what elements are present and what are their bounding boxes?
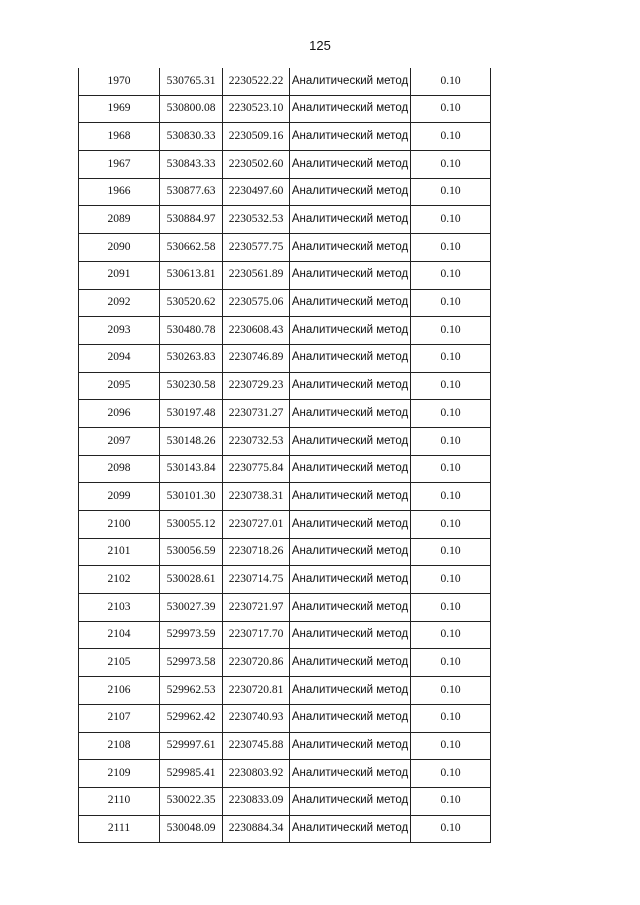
table-row — [79, 95, 491, 123]
method-cell: Аналитический метод — [290, 151, 411, 179]
x-coordinate-cell: 530048.09 — [160, 815, 223, 843]
y-coordinate-cell: 2230523.10 — [223, 95, 290, 123]
x-coordinate-cell: 529985.41 — [160, 760, 223, 788]
y-coordinate-cell: 2230775.84 — [223, 455, 290, 483]
x-coordinate-cell: 530520.62 — [160, 289, 223, 317]
method-cell: Аналитический метод — [290, 427, 411, 455]
point-number-cell: 2097 — [79, 427, 160, 455]
method-cell: Аналитический метод — [290, 289, 411, 317]
y-coordinate-cell: 2230502.60 — [223, 151, 290, 179]
point-number-cell: 2108 — [79, 732, 160, 760]
x-coordinate-cell: 530148.26 — [160, 427, 223, 455]
table-row — [79, 400, 491, 428]
coordinates-table — [78, 68, 491, 843]
accuracy-cell: 0.10 — [411, 95, 491, 123]
table-row — [79, 317, 491, 345]
x-coordinate-cell: 530877.63 — [160, 178, 223, 206]
accuracy-cell: 0.10 — [411, 344, 491, 372]
x-coordinate-cell: 530028.61 — [160, 566, 223, 594]
accuracy-cell: 0.10 — [411, 151, 491, 179]
accuracy-cell: 0.10 — [411, 760, 491, 788]
y-coordinate-cell: 2230731.27 — [223, 400, 290, 428]
table-row — [79, 621, 491, 649]
accuracy-cell: 0.10 — [411, 206, 491, 234]
accuracy-cell: 0.10 — [411, 732, 491, 760]
method-cell: Аналитический метод — [290, 206, 411, 234]
method-cell: Аналитический метод — [290, 261, 411, 289]
point-number-cell: 2091 — [79, 261, 160, 289]
method-cell: Аналитический метод — [290, 732, 411, 760]
y-coordinate-cell: 2230509.16 — [223, 123, 290, 151]
method-cell: Аналитический метод — [290, 594, 411, 622]
x-coordinate-cell: 530230.58 — [160, 372, 223, 400]
y-coordinate-cell: 2230532.53 — [223, 206, 290, 234]
accuracy-cell: 0.10 — [411, 234, 491, 262]
y-coordinate-cell: 2230608.43 — [223, 317, 290, 345]
y-coordinate-cell: 2230575.06 — [223, 289, 290, 317]
accuracy-cell: 0.10 — [411, 815, 491, 843]
y-coordinate-cell: 2230803.92 — [223, 760, 290, 788]
accuracy-cell: 0.10 — [411, 621, 491, 649]
y-coordinate-cell: 2230717.70 — [223, 621, 290, 649]
table-row — [79, 151, 491, 179]
accuracy-cell: 0.10 — [411, 372, 491, 400]
method-cell: Аналитический метод — [290, 317, 411, 345]
accuracy-cell: 0.10 — [411, 566, 491, 594]
x-coordinate-cell: 530480.78 — [160, 317, 223, 345]
table-row — [79, 427, 491, 455]
x-coordinate-cell: 529973.58 — [160, 649, 223, 677]
x-coordinate-cell: 530843.33 — [160, 151, 223, 179]
table-row — [79, 289, 491, 317]
method-cell: Аналитический метод — [290, 400, 411, 428]
table-row — [79, 68, 491, 95]
method-cell: Аналитический метод — [290, 649, 411, 677]
point-number-cell: 1967 — [79, 151, 160, 179]
accuracy-cell: 0.10 — [411, 483, 491, 511]
table-row — [79, 787, 491, 815]
coordinates-table-body — [79, 68, 491, 843]
table-row — [79, 372, 491, 400]
point-number-cell: 2092 — [79, 289, 160, 317]
table-row — [79, 566, 491, 594]
point-number-cell: 1969 — [79, 95, 160, 123]
table-row — [79, 234, 491, 262]
method-cell: Аналитический метод — [290, 704, 411, 732]
y-coordinate-cell: 2230746.89 — [223, 344, 290, 372]
x-coordinate-cell: 530830.33 — [160, 123, 223, 151]
accuracy-cell: 0.10 — [411, 427, 491, 455]
point-number-cell: 2096 — [79, 400, 160, 428]
point-number-cell: 2102 — [79, 566, 160, 594]
accuracy-cell: 0.10 — [411, 787, 491, 815]
x-coordinate-cell: 530613.81 — [160, 261, 223, 289]
x-coordinate-cell: 530055.12 — [160, 511, 223, 539]
table-row — [79, 455, 491, 483]
point-number-cell: 2110 — [79, 787, 160, 815]
accuracy-cell: 0.10 — [411, 123, 491, 151]
method-cell: Аналитический метод — [290, 760, 411, 788]
x-coordinate-cell: 530263.83 — [160, 344, 223, 372]
y-coordinate-cell: 2230732.53 — [223, 427, 290, 455]
x-coordinate-cell: 530662.58 — [160, 234, 223, 262]
x-coordinate-cell: 530197.48 — [160, 400, 223, 428]
method-cell: Аналитический метод — [290, 455, 411, 483]
x-coordinate-cell: 529962.53 — [160, 677, 223, 705]
table-row — [79, 511, 491, 539]
table-row — [79, 649, 491, 677]
point-number-cell: 2107 — [79, 704, 160, 732]
table-row — [79, 594, 491, 622]
point-number-cell: 2090 — [79, 234, 160, 262]
x-coordinate-cell: 530800.08 — [160, 95, 223, 123]
x-coordinate-cell: 529962.42 — [160, 704, 223, 732]
point-number-cell: 2094 — [79, 344, 160, 372]
method-cell: Аналитический метод — [290, 372, 411, 400]
y-coordinate-cell: 2230714.75 — [223, 566, 290, 594]
table-row — [79, 344, 491, 372]
y-coordinate-cell: 2230720.81 — [223, 677, 290, 705]
method-cell: Аналитический метод — [290, 815, 411, 843]
accuracy-cell: 0.10 — [411, 538, 491, 566]
point-number-cell: 2095 — [79, 372, 160, 400]
x-coordinate-cell: 529997.61 — [160, 732, 223, 760]
accuracy-cell: 0.10 — [411, 594, 491, 622]
x-coordinate-cell: 530027.39 — [160, 594, 223, 622]
point-number-cell: 2101 — [79, 538, 160, 566]
accuracy-cell: 0.10 — [411, 261, 491, 289]
x-coordinate-cell: 530056.59 — [160, 538, 223, 566]
x-coordinate-cell: 530884.97 — [160, 206, 223, 234]
accuracy-cell: 0.10 — [411, 649, 491, 677]
point-number-cell: 2103 — [79, 594, 160, 622]
y-coordinate-cell: 2230884.34 — [223, 815, 290, 843]
point-number-cell: 2099 — [79, 483, 160, 511]
point-number-cell: 2106 — [79, 677, 160, 705]
point-number-cell: 2111 — [79, 815, 160, 843]
point-number-cell: 2105 — [79, 649, 160, 677]
table-row — [79, 123, 491, 151]
method-cell: Аналитический метод — [290, 344, 411, 372]
method-cell: Аналитический метод — [290, 621, 411, 649]
method-cell: Аналитический метод — [290, 677, 411, 705]
method-cell: Аналитический метод — [290, 538, 411, 566]
y-coordinate-cell: 2230738.31 — [223, 483, 290, 511]
accuracy-cell: 0.10 — [411, 317, 491, 345]
point-number-cell: 2104 — [79, 621, 160, 649]
method-cell: Аналитический метод — [290, 787, 411, 815]
y-coordinate-cell: 2230721.97 — [223, 594, 290, 622]
method-cell: Аналитический метод — [290, 95, 411, 123]
accuracy-cell: 0.10 — [411, 289, 491, 317]
table-row — [79, 677, 491, 705]
table-row — [79, 704, 491, 732]
point-number-cell: 2098 — [79, 455, 160, 483]
method-cell: Аналитический метод — [290, 123, 411, 151]
y-coordinate-cell: 2230577.75 — [223, 234, 290, 262]
y-coordinate-cell: 2230720.86 — [223, 649, 290, 677]
x-coordinate-cell: 530022.35 — [160, 787, 223, 815]
method-cell: Аналитический метод — [290, 178, 411, 206]
table-row — [79, 178, 491, 206]
point-number-cell: 2100 — [79, 511, 160, 539]
page-number: 125 — [309, 38, 331, 53]
y-coordinate-cell: 2230727.01 — [223, 511, 290, 539]
point-number-cell: 2089 — [79, 206, 160, 234]
y-coordinate-cell: 2230561.89 — [223, 261, 290, 289]
method-cell: Аналитический метод — [290, 566, 411, 594]
y-coordinate-cell: 2230497.60 — [223, 178, 290, 206]
y-coordinate-cell: 2230718.26 — [223, 538, 290, 566]
method-cell: Аналитический метод — [290, 234, 411, 262]
method-cell: Аналитический метод — [290, 511, 411, 539]
table-row — [79, 760, 491, 788]
x-coordinate-cell: 530765.31 — [160, 68, 223, 95]
accuracy-cell: 0.10 — [411, 68, 491, 95]
x-coordinate-cell: 530101.30 — [160, 483, 223, 511]
accuracy-cell: 0.10 — [411, 455, 491, 483]
table-row — [79, 538, 491, 566]
method-cell: Аналитический метод — [290, 68, 411, 95]
table-row — [79, 732, 491, 760]
method-cell: Аналитический метод — [290, 483, 411, 511]
y-coordinate-cell: 2230522.22 — [223, 68, 290, 95]
table-row — [79, 261, 491, 289]
table-row — [79, 206, 491, 234]
point-number-cell: 2109 — [79, 760, 160, 788]
accuracy-cell: 0.10 — [411, 400, 491, 428]
accuracy-cell: 0.10 — [411, 178, 491, 206]
x-coordinate-cell: 529973.59 — [160, 621, 223, 649]
table-row — [79, 815, 491, 843]
y-coordinate-cell: 2230729.23 — [223, 372, 290, 400]
point-number-cell: 2093 — [79, 317, 160, 345]
point-number-cell: 1970 — [79, 68, 160, 95]
table-row — [79, 483, 491, 511]
point-number-cell: 1968 — [79, 123, 160, 151]
point-number-cell: 1966 — [79, 178, 160, 206]
x-coordinate-cell: 530143.84 — [160, 455, 223, 483]
y-coordinate-cell: 2230745.88 — [223, 732, 290, 760]
accuracy-cell: 0.10 — [411, 511, 491, 539]
y-coordinate-cell: 2230740.93 — [223, 704, 290, 732]
accuracy-cell: 0.10 — [411, 677, 491, 705]
y-coordinate-cell: 2230833.09 — [223, 787, 290, 815]
accuracy-cell: 0.10 — [411, 704, 491, 732]
